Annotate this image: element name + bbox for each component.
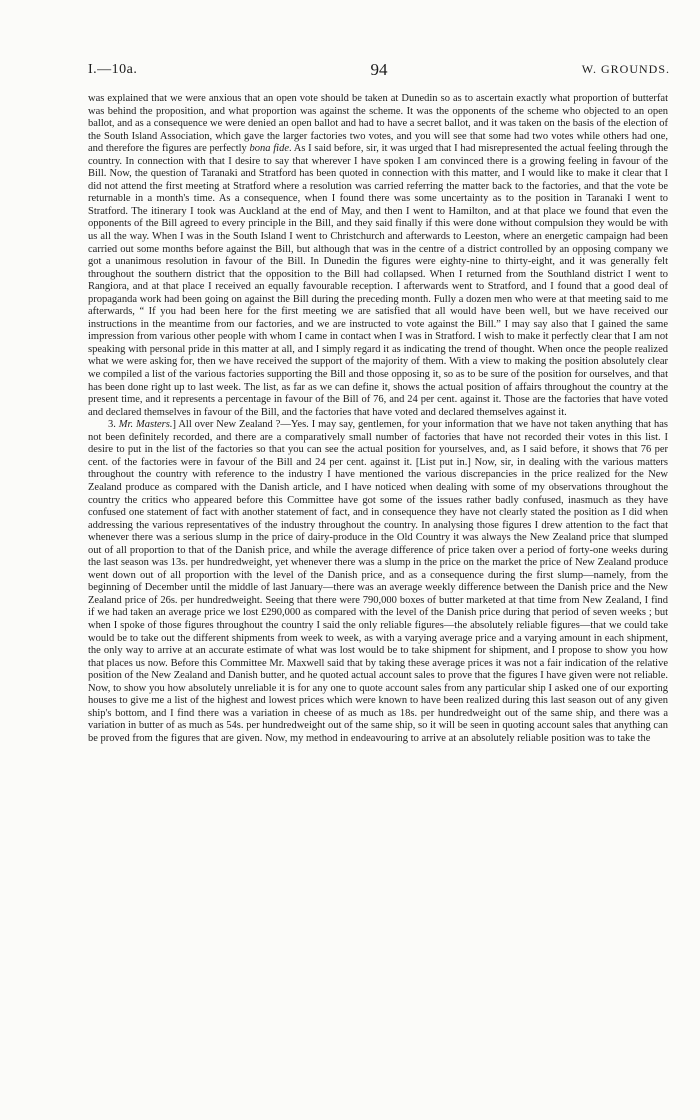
page-header [88, 60, 670, 84]
paragraph: 3. Mr. Masters.] All over New Zealand ?—Yes. I may say, gentlemen, for your information that we have not taken anything that has not been definitely recorded, and there are a comparatively small number of factories that have not recorded their votes in this list. I desire to put in the list of the factories so that you can see the actual position for yourselves, and, as I said before, it shows that 76 per cent. of the factories were in favour of the Bill and 24 per cent. against it. [List put in.] Now, sir, in dealing with the various matters throughout the country with reference to the industry I have mentioned the various discrepancies in the price realized for the New Zealand produce as compared with the Danish article, and I have noticed when dealing with some of my observations throughout the country the critics who appeared before this Committee have got some of the issues rather badly confused, inasmuch as they have confused one statement of fact with another statement of fact, and in consequence they have not clearly stated the position as I did when addressing the various representatives of the industry throughout the country. In analysing those figures I drew attention to the fact that whenever there was a serious slump in the price of dairy-produce in the Old Country it was always the New Zealand price that slumped out of all proportion to that of the Danish price, and while the average difference of price taken over a period of forty-one weeks during the last season was 13s. per hundredweight, yet whenever there was a slump in the price on the market the price of New Zealand produce went down out of all proportion with the level of the Danish price, and as a consequence during the first slump—namely, from the beginning of December until the middle of last January—there was an average weekly difference between the Danish price and the New Zealand price of 26s. per hundredweight. Seeing that there were 790,000 boxes of butter marketed at that time from New Zealand, I find if we had taken an average price we lost £290,000 as compared with the level of the Danish price during that period of seven weeks ; but when I spoke of those figures throughout the country I said the only reliable figures—the absolutely reliable figures—that we could take would be to take out the different shipments from week to week, as with a varying average price and a varying amount in each shipment, the only way to arrive at an accurate estimate of what was lost would be to take shipment for shipment, and I propose to show you how that places us now. Before this Committee Mr. Maxwell said that by taking these average prices it was not a fair indication of the relative position of the New Zealand and Danish butter, and he quoted actual account sales to prove that the figures I have given were not reliable. Now, to show you how absolutely unreliable it is for any one to quote account sales from any particular ship I asked one of our exporting houses to give me a list of the highest and lowest prices which were known to have been realized during this last season out of any given ship's bottom, and I find there was a variation in cheese of as much as 18s. per hundredweight out of the same ship, and there was a variation in butter of as much as 54s. per hundredweight out of the same ship, so it will be seen in quoting account sales that anything can be proved from the figures that are given. Now, my method in endeavouring to arrive at an absolutely reliable position was to take the [88, 419, 668, 744]
paper-reference: I.—10a. [88, 62, 138, 77]
body-text [88, 93, 668, 1103]
page-number: 94 [370, 60, 388, 79]
witness-name: W. GROUNDS. [581, 62, 670, 76]
paragraph: was explained that we were anxious that an open vote should be taken at Dunedin so as to ascertain exactly what proportion of butterfat was behind the proposition, and what proportion was against the scheme. It was the opponents of the scheme who objected to an open ballot, and as a consequence we were denied an open ballot and had to have a secret ballot, and it was taken on the basis of the election of the South Island Association, which gave the larger factories two votes, and you will see that some had two votes while others had one, and therefore the figures are perfectly bona fide. As I said before, sir, it was urged that I had misrepresented the actual feeling through the country. In connection with that I desire to say that wherever I have spoken I am convinced there is a growing feeling in favour of the Bill. Now, the question of Taranaki and Stratford has been quoted in connection with this matter, and I would like to make it clear that I did not attend the first meeting at Stratford where a resolution was carried referring the matter back to the factories, and that the vote be returnable in a month's time. As a consequence, when I found there was some uncertainty as to the position in Taranaki I went to Stratford. The itinerary I took was Auckland at the end of May, and then I went to Hamilton, and at that place we found that even the opponents of the Bill agreed to every principle in the Bill, and they said finally if this were done without compulsion they would be with us all the way. When I was in the South Island I went to Christchurch and afterwards to Leeston, where an energetic campaign had been carried out some months before against the Bill, but although that was in the centre of a district controlled by an opposing company we got a unanimous resolution in favour of the Bill. In Dunedin the figures were eighty-nine to thirty-eight, and it was generally felt throughout the southern district that the opposition to the Bill had collapsed. When I returned from the Southland district I went to Rangiora, and at that place I received an equally favourable reception. I afterwards went to Stratford, and I found that a good deal of propaganda work had been going on against the Bill during the preceding month. Fully a dozen men who were at that meeting said to me afterwards, “ If you had been here for the first meeting we are satisfied that all would have been well, but we have received our instructions in the meantime from our factories, and we are instructed to vote against the Bill.” I may say also that I gained the same impression from various other people with whom I came in contact when I was in Stratford. I wish to make it perfectly clear that I am not speaking with personal pride in this matter at all, and I simply regard it as indicating the trend of thought. When once the people realized what we were asking for, then we have received the support of the majority of them. With a view to making the position absolutely clear we compiled a list of the various factories supporting the Bill and those opposing it, so as to be sure of the position for ourselves, and that has been done right up to last week. The list, as far as we can define it, shows the actual position of affairs throughout the country at the present time, and it represents a percentage in favour of the Bill of 76, and 24 per cent. against it. Those are the factories that have voted and declared themselves in favour of the Bill, and the factories that have voted and declared themselves against it. [88, 93, 668, 418]
